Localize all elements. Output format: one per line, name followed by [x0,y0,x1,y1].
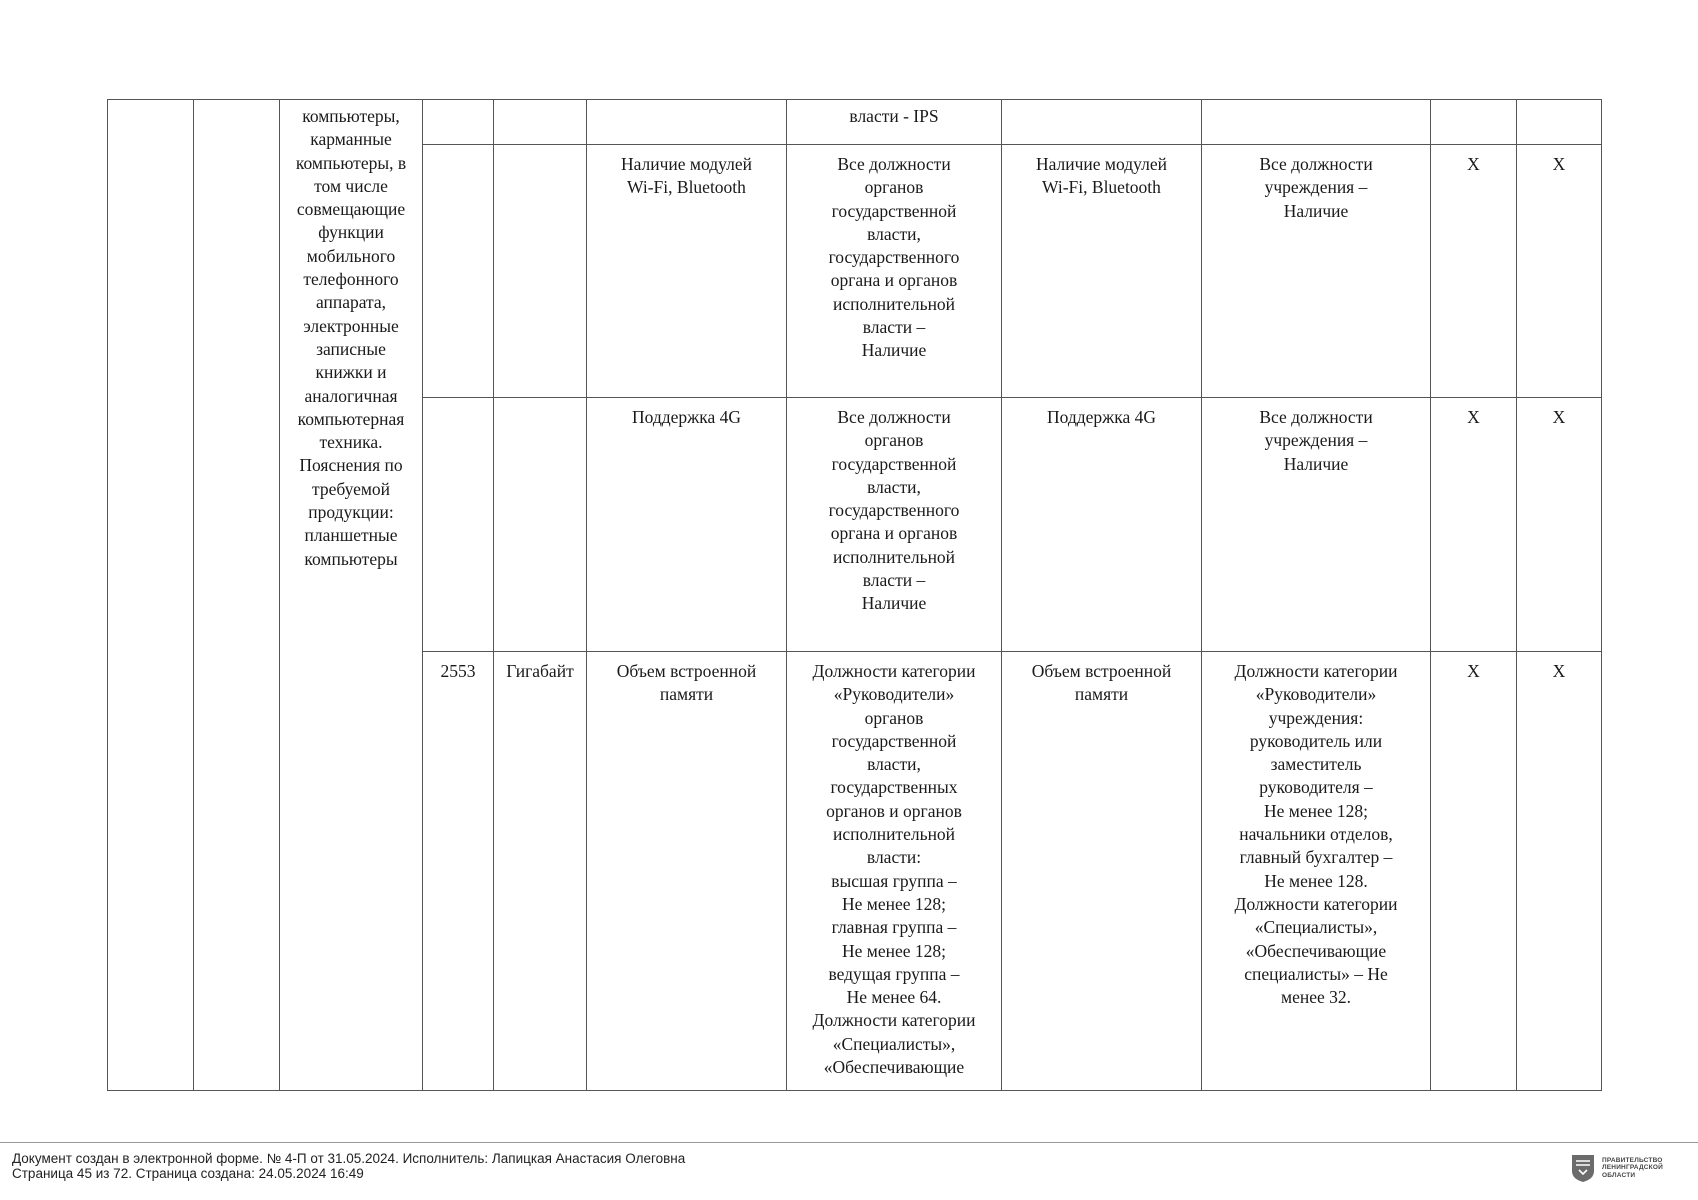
unit-name-cell [494,145,587,398]
value-cell: Должности категории «Руководители» органов государственной власти, государственных органов и органов исполнительной власти: высшая группа – Не менее 128; главная группа – Не менее 128; ведущая группа – Не менее 64. Должности категории «Специалисты», «Обеспечивающие [787,652,1002,1091]
characteristic-cell [587,100,787,145]
characteristic-cell: Объем встроенной памяти [1002,652,1202,1091]
characteristic-cell: Поддержка 4G [587,398,787,652]
x-mark-cell: X [1431,145,1517,398]
x-mark-cell: X [1431,398,1517,652]
government-logo [1570,1153,1663,1183]
value-cell: Должности категории «Руководители» учреждения: руководитель или заместитель руководителя – Не менее 128; начальники отделов, главный бухгалтер – Не менее 128. Должности категории «Специалисты», «Обеспечивающие специалисты» – Не менее 32. [1202,652,1431,1091]
x-mark-cell [1517,100,1602,145]
characteristic-cell: Наличие модулей Wi-Fi, Bluetooth [587,145,787,398]
x-mark-cell: X [1517,652,1602,1091]
unit-code-cell [423,398,494,652]
product-name-text: компьютеры, карманные компьютеры, в том числе совмещающие функции мобильного телефонного аппарата, электронные записные книжки и аналогичная компьютерная техника. Пояснения по требуемой продукции: планшетные компьютеры [295,106,407,569]
value-cell: власти - IPS [787,100,1002,145]
table-row [108,100,1602,145]
characteristic-cell: Объем встроенной памяти [587,652,787,1091]
footer-text [12,1151,685,1181]
document-table [107,99,1602,1091]
characteristic-cell: Наличие модулей Wi-Fi, Bluetooth [1002,145,1202,398]
characteristic-cell: Поддержка 4G [1002,398,1202,652]
x-mark-cell: X [1431,652,1517,1091]
value-cell: Все должности учреждения – Наличие [1202,145,1431,398]
unit-code-cell [423,100,494,145]
unit-name-cell [494,398,587,652]
value-cell [1202,100,1431,145]
x-mark-cell: X [1517,145,1602,398]
characteristic-cell [1002,100,1202,145]
unit-code-cell [423,145,494,398]
x-mark-cell [1431,100,1517,145]
value-cell: Все должности органов государственной власти, государственного органа и органов исполнительной власти – Наличие [787,145,1002,398]
logo-text: ПРАВИТЕЛЬСТВО ЛЕНИНГРАДСКОЙ ОБЛАСТИ [1602,1156,1663,1179]
product-name-cell [280,100,423,1091]
footer-page-info: Страница 45 из 72. Страница создана: 24.05.2024 16:49 [12,1166,364,1181]
page-footer [0,1142,1698,1181]
value-cell: Все должности органов государственной власти, государственного органа и органов исполнительной власти – Наличие [787,398,1002,652]
number-cell [108,100,194,1091]
leningrad-oblast-emblem-icon [1570,1153,1596,1183]
value-cell: Все должности учреждения – Наличие [1202,398,1431,652]
x-mark-cell: X [1517,398,1602,652]
okpd-code-cell [194,100,280,1091]
unit-name-cell [494,100,587,145]
footer-document-info: Документ создан в электронной форме. № 4-П от 31.05.2024. Исполнитель: Лапицкая Анастасия Олеговна [12,1151,686,1166]
unit-code-cell: 2553 [423,652,494,1091]
unit-name-cell: Гигабайт [494,652,587,1091]
